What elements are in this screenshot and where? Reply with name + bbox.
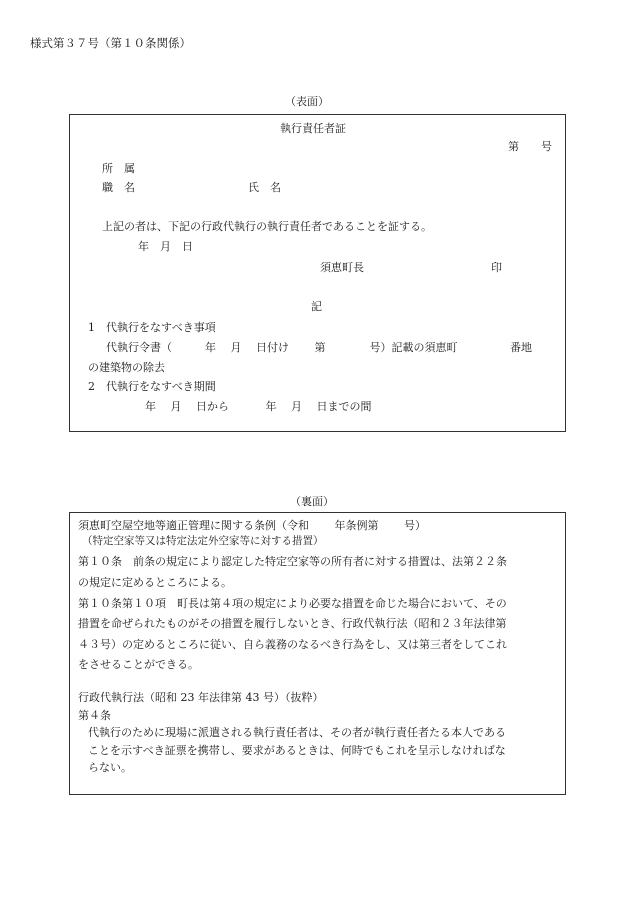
certify-text: 上記の者は、下記の行政代執行の執行責任者であることを証する。 <box>102 220 432 233</box>
name-label: 氏 名 <box>248 181 281 194</box>
item1-banchi: 番地 <box>510 341 532 354</box>
form-number: 様式第３７号（第１０条関係） <box>30 36 191 50</box>
back-line: 第１０条第１０項 町長は第４項の規定により必要な措置を命じた場合において、その <box>78 597 507 610</box>
position-label: 職 名 <box>102 181 135 194</box>
back-line: ことを示すべき証票を携帯し、要求があるときは、何時でもこれを呈示しなければな <box>88 744 506 757</box>
certificate-number-label: 第 号 <box>508 140 552 153</box>
affiliation-label: 所 属 <box>102 162 135 175</box>
back-line: をさせることができる。 <box>78 658 199 671</box>
item1-heading: 1 代執行をなすべき事項 <box>88 321 216 334</box>
back-line: 須恵町空屋空地等適正管理に関する条例（令和 年条例第 号） <box>78 519 426 532</box>
back-line: ４３号）の定めるところに従い、自ら義務のなるべき行為をし、又は第三者をしてこれ <box>78 638 507 651</box>
item1-line2: の建築物の除去 <box>88 361 165 374</box>
item2-heading: 2 代執行をなすべき期間 <box>88 380 216 393</box>
seal-mark: 印 <box>491 261 502 274</box>
issue-date-line: 年 月 日 <box>138 240 193 253</box>
back-line: （特定空家等又は特定法定外空家等に対する措置） <box>82 535 324 547</box>
item1-line1: 代執行令書（ 年 月 日付け 第 号）記載の須恵町 <box>106 341 458 354</box>
front-section-label: （表面） <box>285 95 329 108</box>
back-line: らない。 <box>88 761 132 774</box>
back-line: 行政代執行法（昭和 23 年法律第 43 号）（抜粋） <box>78 691 324 704</box>
back-line: の規定に定めるところによる。 <box>78 576 232 589</box>
ki-heading: 記 <box>311 300 322 313</box>
back-line: 第４条 <box>78 709 111 722</box>
back-section-label: （裏面） <box>290 495 334 508</box>
back-line: 代執行のために現場に派遣される執行責任者は、その者が執行責任者たる本人である <box>88 726 506 739</box>
item2-line: 年 月 日から 年 月 日までの間 <box>145 400 372 413</box>
certificate-title: 執行責任者証 <box>280 122 346 135</box>
issuer-name: 須恵町長 <box>320 261 364 274</box>
back-line: 第１０条 前条の規定により認定した特定空家等の所有者に対する措置は、法第２２条 <box>78 555 507 568</box>
back-line: 措置を命ぜられたものがその措置を履行しないとき、行政代執行法（昭和２３年法律第 <box>78 617 507 630</box>
